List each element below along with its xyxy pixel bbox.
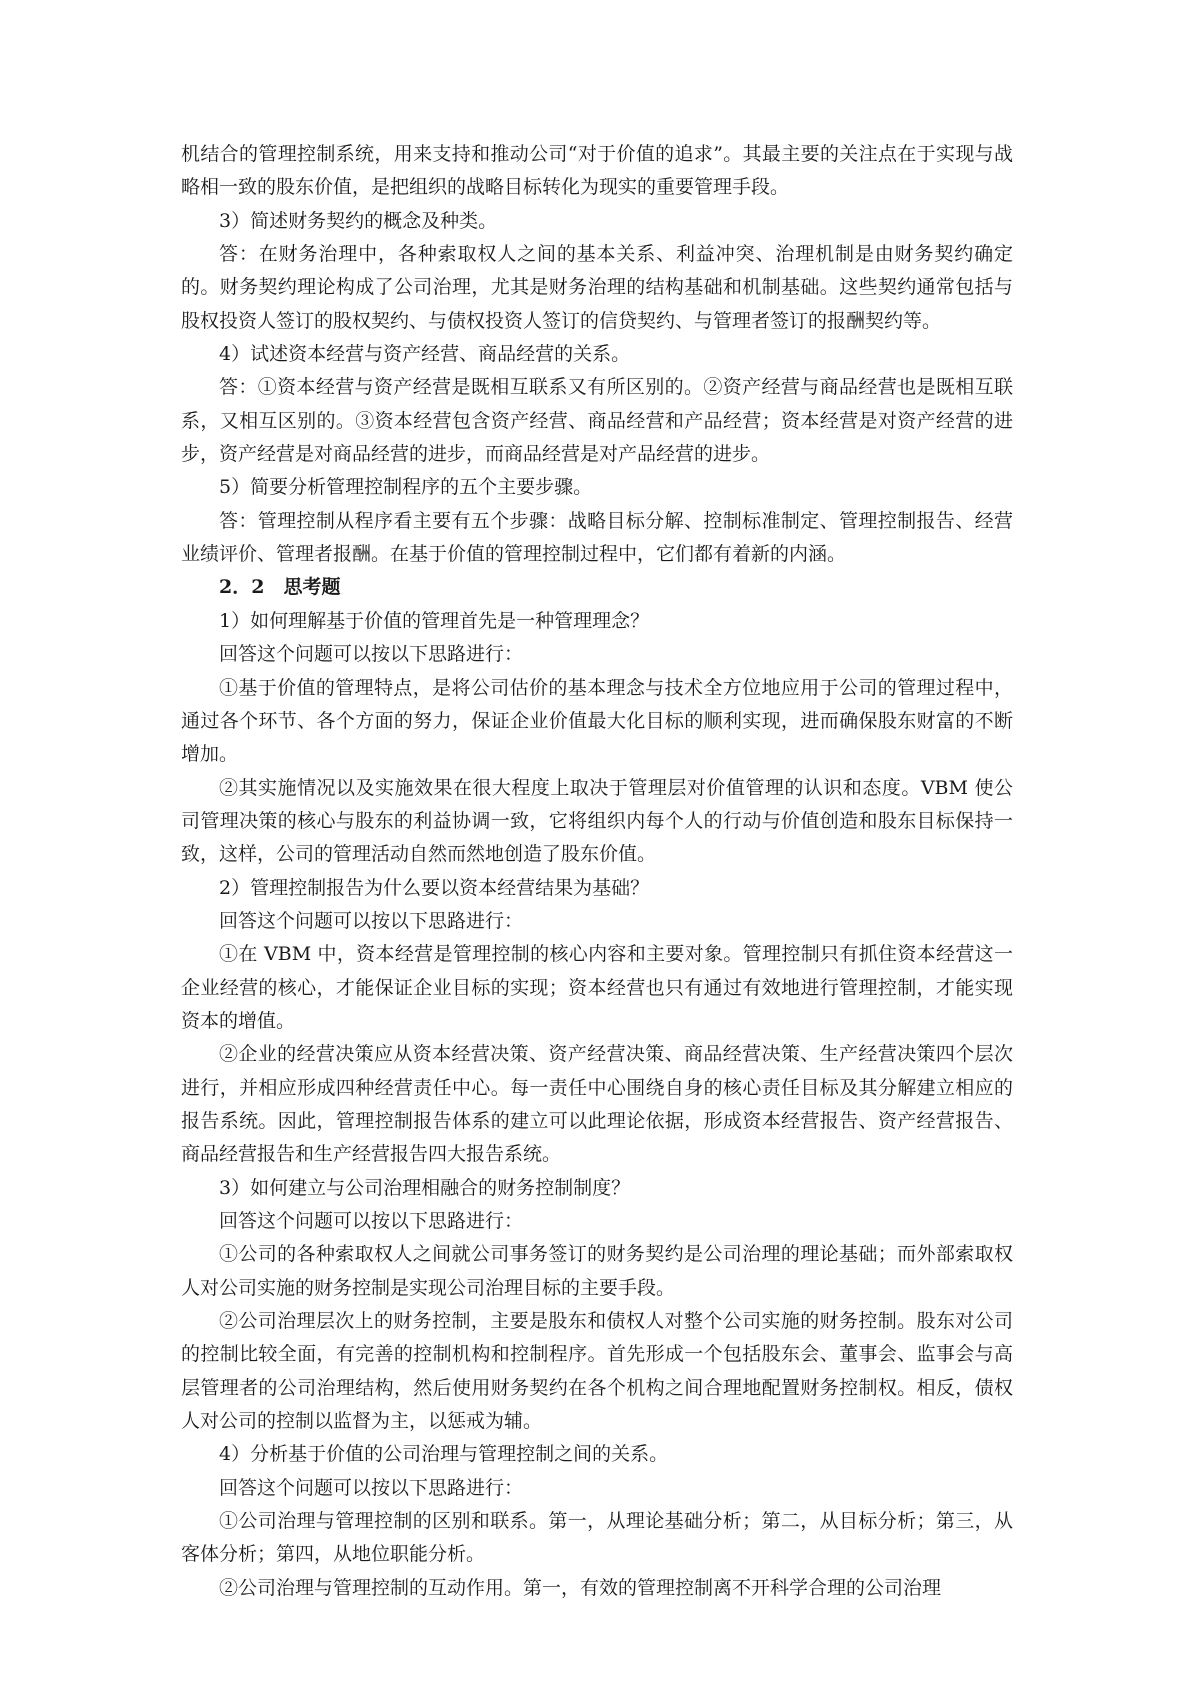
- think-answer-3-point-2: ②公司治理层次上的财务控制，主要是股东和债权人对整个公司实施的财务控制。股东对公司的控制比较全面，有完善的控制机构和控制程序。首先形成一个包括股东会、董事会、监事会与高层管理者的公司治理结构，然后使用财务契约在各个机构之间合理地配置财务控制权。相反，债权人对公司的控制以监督为主，以惩戒为辅。: [181, 1310, 1013, 1433]
- think-question-4: 4）分析基于价值的公司治理与管理控制之间的关系。: [219, 1443, 669, 1466]
- answer-4: 答：①资本经营与资产经营是既相互联系又有所区别的。②资产经营与商品经营也是既相互联系，又相互区别的。③资本经营包含资产经营、商品经营和产品经营；资本经营是对资产经营的进步，资产经营是对商品经营的进步，而商品经营是对产品经营的进步。: [181, 376, 1013, 466]
- think-answer-1-point-1: ①基于价值的管理特点，是将公司估价的基本理念与技术全方位地应用于公司的管理过程中，通过各个环节、各个方面的努力，保证企业价值最大化目标的顺利实现，进而确保股东财富的不断增加。: [181, 676, 1013, 766]
- answer-lead-1: 回答这个问题可以按以下思路进行：: [219, 643, 524, 666]
- answer-lead-2: 回答这个问题可以按以下思路进行：: [219, 909, 524, 932]
- answer-lead-4: 回答这个问题可以按以下思路进行：: [219, 1476, 524, 1499]
- question-4-capital-operation: 4）试述资本经营与资产经营、商品经营的关系。: [219, 343, 631, 366]
- question-3-financial-contract: 3）简述财务契约的概念及种类。: [219, 209, 498, 232]
- question-5-control-steps: 5）简要分析管理控制程序的五个主要步骤。: [219, 476, 593, 499]
- paragraph-intro-continuation: 机结合的管理控制系统，用来支持和推动公司“对于价值的追求”。其最主要的关注点在于实现与战略相一致的股东价值，是把组织的战略目标转化为现实的重要管理手段。: [181, 143, 1013, 199]
- think-answer-3-point-1: ①公司的各种索取权人之间就公司事务签订的财务契约是公司治理的理论基础；而外部索取权人对公司实施的财务控制是实现公司治理目标的主要手段。: [181, 1243, 1013, 1299]
- think-answer-4-point-1: ①公司治理与管理控制的区别和联系。第一，从理论基础分析；第二，从目标分析；第三，从客体分析；第四，从地位职能分析。: [181, 1510, 1013, 1566]
- think-answer-2-point-1: ①在 VBM 中，资本经营是管理控制的核心内容和主要对象。管理控制只有抓住资本经营这一企业经营的核心，才能保证企业目标的实现；资本经营也只有通过有效地进行管理控制，才能实现资本的增值。: [181, 943, 1013, 1032]
- document-page: [181, 138, 1013, 1605]
- think-question-1: 1）如何理解基于价值的管理首先是一种管理理念？: [219, 609, 650, 632]
- answer-lead-3: 回答这个问题可以按以下思路进行：: [219, 1210, 524, 1232]
- think-answer-2-point-2: ②企业的经营决策应从资本经营决策、资产经营决策、商品经营决策、生产经营决策四个层次进行，并相应形成四种经营责任中心。每一责任中心围绕自身的核心责任目标及其分解建立相应的报告系统。因此，管理控制报告体系的建立可以此理论依据，形成资本经营报告、资产经营报告、商品经营报告和生产经营报告四大报告系统。: [181, 1043, 1013, 1166]
- think-question-2: 2）管理控制报告为什么要以资本经营结果为基础？: [219, 876, 650, 899]
- section-heading-2-2: 2．2 思考题: [219, 576, 341, 599]
- think-question-3: 3）如何建立与公司治理相融合的财务控制制度？: [219, 1176, 631, 1199]
- think-answer-1-point-2: ②其实施情况以及实施效果在很大程度上取决于管理层对价值管理的认识和态度。VBM 使公司管理决策的核心与股东的利益协调一致，它将组织内每个人的行动与价值创造和股东目标保持一致，这样，公司的管理活动自然而然地创造了股东价值。: [181, 776, 1013, 866]
- answer-5: 答：管理控制从程序看主要有五个步骤：战略目标分解、控制标准制定、管理控制报告、经营业绩评价、管理者报酬。在基于价值的管理控制过程中，它们都有着新的内涵。: [181, 509, 1013, 566]
- answer-3: 答：在财务治理中，各种索取权人之间的基本关系、利益冲突、治理机制是由财务契约确定的。财务契约理论构成了公司治理，尤其是财务治理的结构基础和机制基础。这些契约通常包括与股权投资人签订的股权契约、与债权投资人签订的信贷契约、与管理者签订的报酬契约等。: [181, 243, 1013, 332]
- think-answer-4-point-2: ②公司治理与管理控制的互动作用。第一，有效的管理控制离不开科学合理的公司治理: [219, 1576, 942, 1599]
